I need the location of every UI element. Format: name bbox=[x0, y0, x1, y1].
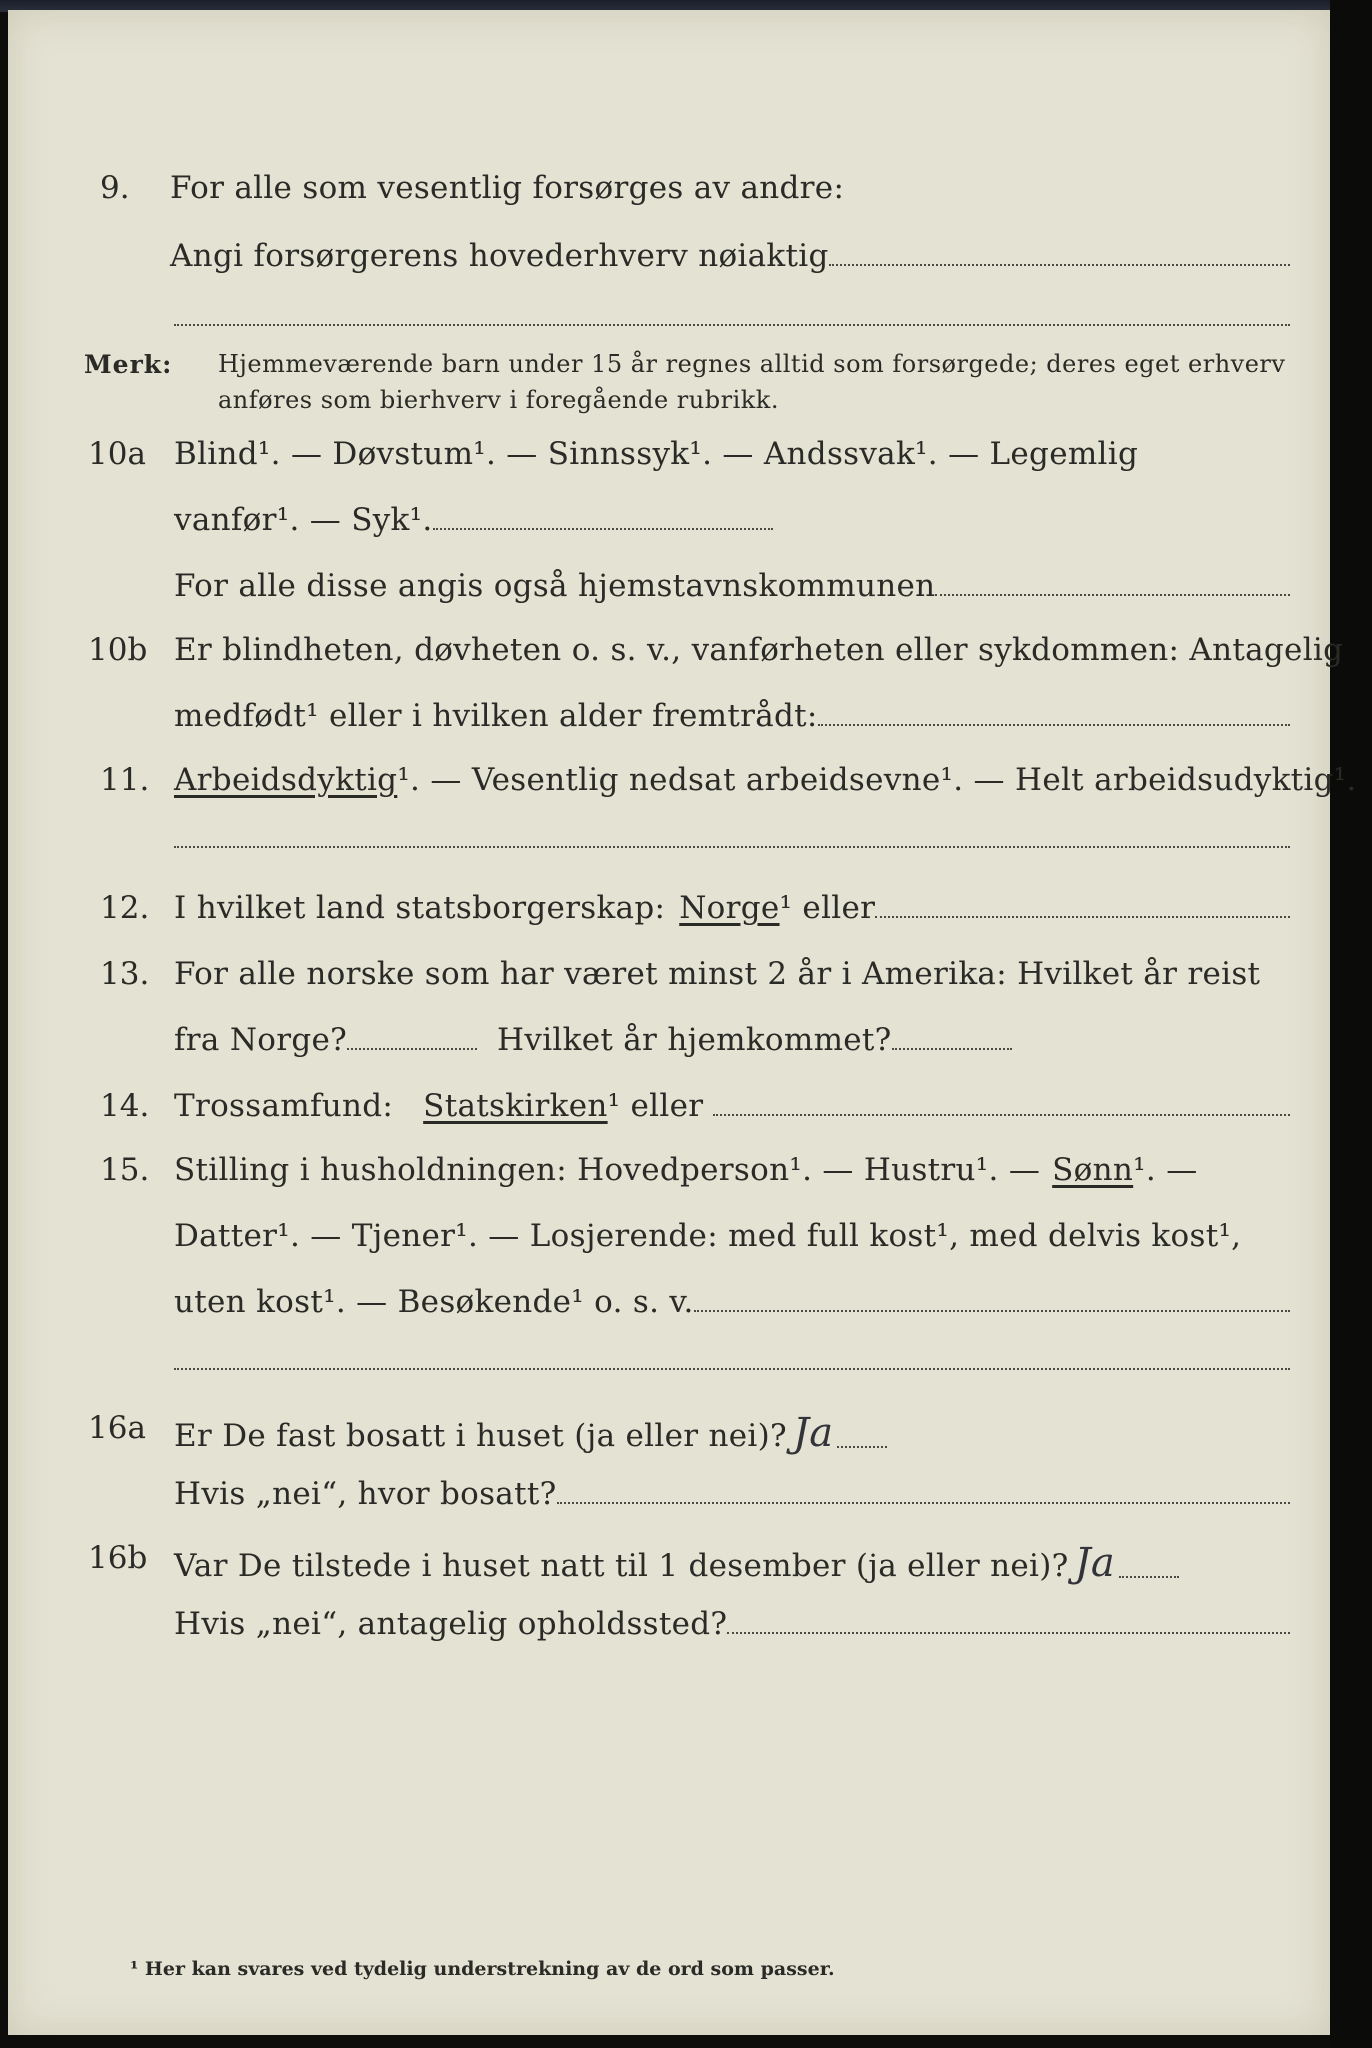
q14-eller: ¹ eller bbox=[607, 1088, 704, 1124]
q12-selected-option[interactable]: Norge bbox=[679, 890, 780, 926]
q14-question: Trossamfund: bbox=[174, 1088, 394, 1124]
q9-question-text: For alle som vesentlig forsørges av andre: bbox=[170, 170, 845, 206]
q9-number: 9. bbox=[100, 170, 130, 206]
q16a-line1 bbox=[174, 1410, 887, 1456]
q9-line1 bbox=[170, 170, 844, 206]
q10b-line2 bbox=[174, 698, 1290, 734]
q12-question: I hvilket land statsborgerskap: bbox=[174, 890, 666, 926]
q13-reist-label: fra Norge? bbox=[174, 1022, 348, 1058]
census-form-page bbox=[8, 10, 1357, 2035]
merk-line1: Hjemmeværende barn under 15 år regnes alltid som forsørgede; deres eget erhverv bbox=[218, 350, 1286, 378]
q15-options-3: uten kost¹. — Besøkende¹ o. s. v. bbox=[174, 1284, 694, 1320]
q15-answer-field[interactable] bbox=[694, 1309, 1290, 1312]
q9-answer-line[interactable] bbox=[174, 324, 1290, 326]
q10b-question-2: medfødt¹ eller i hvilken alder fremtrådt: bbox=[174, 698, 818, 734]
q12-number: 12. bbox=[100, 890, 150, 926]
q13-line1: For alle norske som har været minst 2 år i Amerika: Hvilket år reist bbox=[174, 956, 1261, 992]
q13-number: 13. bbox=[100, 956, 150, 992]
q10a-options-2: vanfør¹. — Syk¹. bbox=[174, 502, 433, 538]
q13-hjemkommet-label: Hvilket år hjemkommet? bbox=[497, 1022, 892, 1058]
q16b-opholdssted-field[interactable] bbox=[727, 1631, 1290, 1634]
q15-line1 bbox=[174, 1152, 1198, 1188]
q12-line bbox=[174, 890, 1290, 926]
merk-line2: anføres som bierhverv i foregående rubrikk. bbox=[218, 386, 779, 414]
q13-hjemkommet-field[interactable] bbox=[892, 1047, 1012, 1050]
q16b-opholdssted-label: Hvis „nei“, antagelig opholdssted? bbox=[174, 1606, 728, 1642]
q14-answer-field[interactable] bbox=[713, 1113, 1290, 1116]
q11-line bbox=[174, 762, 1357, 798]
q11-number: 11. bbox=[100, 762, 150, 798]
q16b-line2 bbox=[174, 1606, 1290, 1642]
q10a-syk-field[interactable] bbox=[433, 527, 773, 530]
q16a-line2 bbox=[174, 1476, 1290, 1512]
q10a-line1: Blind¹. — Døvstum¹. — Sinnssyk¹. — Andssvak¹. — Legemlig bbox=[174, 436, 1139, 472]
q15-options-1: Stilling i husholdningen: Hovedperson¹. — Hustru¹. — bbox=[174, 1152, 1041, 1188]
q16b-handwritten-answer[interactable]: Ja bbox=[1074, 1540, 1116, 1586]
q14-number: 14. bbox=[100, 1088, 150, 1124]
q10a-kommune-field[interactable] bbox=[935, 593, 1290, 596]
q16a-bosatt-label: Hvis „nei“, hvor bosatt? bbox=[174, 1476, 557, 1512]
q10b-answer-field[interactable] bbox=[818, 723, 1290, 726]
q15-line2: Datter¹. — Tjener¹. — Losjerende: med full kost¹, med delvis kost¹, bbox=[174, 1218, 1242, 1254]
q11-selected-option[interactable]: Arbeidsdyktig bbox=[174, 762, 398, 798]
q9-answer-field[interactable] bbox=[829, 263, 1290, 266]
q16a-bosatt-field[interactable] bbox=[557, 1501, 1290, 1504]
q10a-line2 bbox=[174, 502, 773, 538]
q10b-number: 10b bbox=[88, 632, 148, 668]
q14-selected-option[interactable]: Statskirken bbox=[423, 1088, 608, 1124]
q10a-kommune-label: For alle disse angis også hjemstavnskommunen bbox=[174, 568, 936, 604]
q15-line3 bbox=[174, 1284, 1290, 1320]
q15-number: 15. bbox=[100, 1152, 150, 1188]
q15-selected-option[interactable]: Sønn bbox=[1052, 1152, 1134, 1188]
q9-line2 bbox=[170, 238, 1290, 274]
q16b-line1 bbox=[174, 1540, 1179, 1586]
q11-answer-line[interactable] bbox=[174, 846, 1290, 848]
q15-answer-line[interactable] bbox=[174, 1368, 1290, 1370]
q13-line2 bbox=[174, 1022, 1012, 1058]
footnote: ¹ Her kan svares ved tydelig understrekning av de ord som passer. bbox=[130, 1958, 835, 1980]
q15-options-1b: ¹. — bbox=[1133, 1152, 1198, 1188]
merk-label: Merk: bbox=[84, 350, 173, 379]
q10b-line1: Er blindheten, døvheten o. s. v., vanførheten eller sykdommen: Antagelig bbox=[174, 632, 1344, 668]
scan-right-edge bbox=[1330, 0, 1372, 2048]
q12-eller: ¹ eller bbox=[779, 890, 876, 926]
q16b-question: Var De tilstede i huset natt til 1 desember (ja eller nei)? bbox=[174, 1548, 1069, 1584]
q16a-question: Er De fast bosatt i huset (ja eller nei)? bbox=[174, 1418, 787, 1454]
q16a-number: 16a bbox=[88, 1410, 146, 1446]
q10a-line3 bbox=[174, 568, 1290, 604]
q16b-number: 16b bbox=[88, 1540, 148, 1576]
q16b-answer-field[interactable] bbox=[1119, 1575, 1179, 1578]
q14-line bbox=[174, 1088, 1290, 1124]
q16a-handwritten-answer[interactable]: Ja bbox=[792, 1410, 834, 1456]
q9-question-text-2: Angi forsørgerens hovederhverv nøiaktig bbox=[170, 238, 829, 274]
q12-answer-field[interactable] bbox=[875, 915, 1290, 918]
q11-other-options: ¹. — Vesentlig nedsat arbeidsevne¹. — Helt arbeidsudyktig¹. bbox=[397, 762, 1357, 798]
q13-reist-field[interactable] bbox=[347, 1047, 477, 1050]
q10a-number: 10a bbox=[88, 436, 146, 472]
q16a-answer-field[interactable] bbox=[837, 1445, 887, 1448]
